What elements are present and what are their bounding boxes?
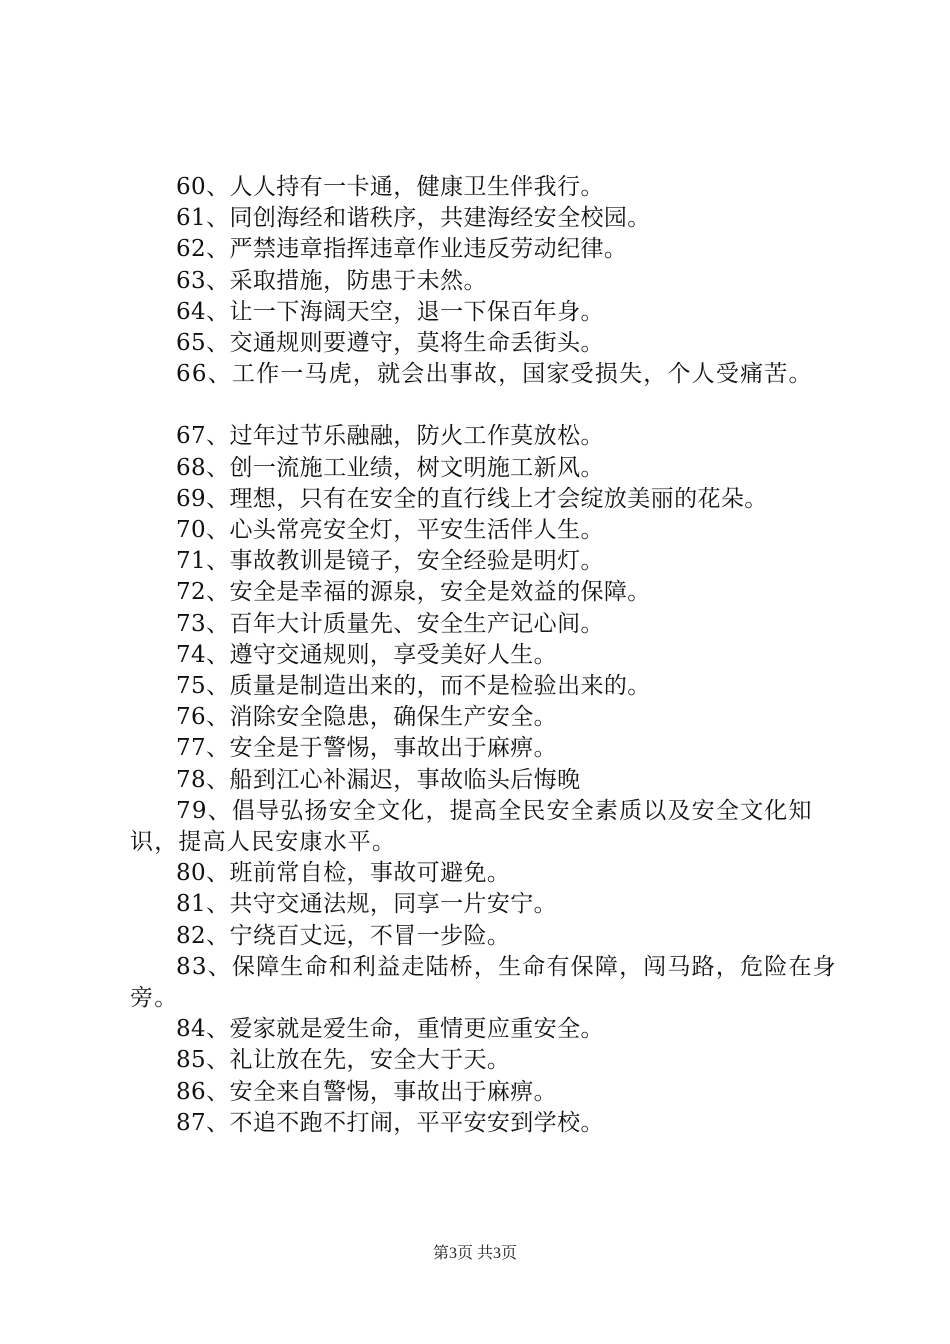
- list-item: 83、保障生命和利益走陆桥，生命有保障，闯马路，危险在身旁。: [130, 953, 837, 1012]
- page-footer: [0, 1244, 950, 1264]
- list-item: 69、理想，只有在安全的直行线上才会绽放美丽的花朵。: [176, 485, 768, 512]
- list-item: 72、安全是幸福的源泉，安全是效益的保障。: [176, 579, 651, 606]
- list-item: 65、交通规则要遵守，莫将生命丢街头。: [176, 330, 604, 357]
- list-item: 75、质量是制造出来的，而不是检验出来的。: [176, 673, 651, 700]
- list-item: 87、不追不跑不打闹，平平安安到学校。: [176, 1109, 604, 1136]
- list-item: 67、过年过节乐融融，防火工作莫放松。: [176, 423, 604, 450]
- list-item: 78、船到江心补漏迟，事故临头后悔晚: [176, 766, 581, 793]
- list-item: 80、班前常自检，事故可避免。: [176, 860, 511, 887]
- list-item: 63、采取措施，防患于未然。: [176, 267, 487, 294]
- list-item: 61、同创海经和谐秩序，共建海经安全校园。: [176, 205, 651, 232]
- list-item: 64、让一下海阔天空，退一下保百年身。: [176, 298, 604, 325]
- list-item: 77、安全是于警惕，事故出于麻痹。: [176, 735, 558, 762]
- list-item: 82、宁绕百丈远，不冒一步险。: [176, 922, 511, 949]
- list-item: 66、工作一马虎，就会出事故，国家受损失，个人受痛苦。: [176, 361, 813, 388]
- list-item: 84、爱家就是爱生命，重情更应重安全。: [176, 1016, 604, 1043]
- list-item: 79、倡导弘扬安全文化，提高全民安全素质以及安全文化知识，提高人民安康水平。: [130, 797, 813, 856]
- list-item: 85、礼让放在先，安全大于天。: [176, 1047, 511, 1074]
- list-item: 60、人人持有一卡通，健康卫生伴我行。: [176, 174, 604, 200]
- list-item: 76、消除安全隐患，确保生产安全。: [176, 704, 558, 731]
- list-item: 81、共守交通法规，同享一片安宁。: [176, 891, 558, 918]
- list-item: 68、创一流施工业绩，树文明施工新风。: [176, 454, 604, 481]
- list-item: 73、百年大计质量先、安全生产记心间。: [176, 610, 604, 637]
- list-item: 70、心头常亮安全灯，平安生活伴人生。: [176, 517, 604, 544]
- document-body: [130, 172, 850, 1139]
- list-item: 71、事故教训是镜子，安全经验是明灯。: [176, 548, 604, 575]
- list-item: 74、遵守交通规则，享受美好人生。: [176, 641, 558, 668]
- page-number: 第3页 共3页: [432, 1245, 517, 1262]
- list-item: 86、安全来自警惕，事故出于麻痹。: [176, 1078, 558, 1105]
- list-item: 62、严禁违章指挥违章作业违反劳动纪律。: [176, 236, 628, 263]
